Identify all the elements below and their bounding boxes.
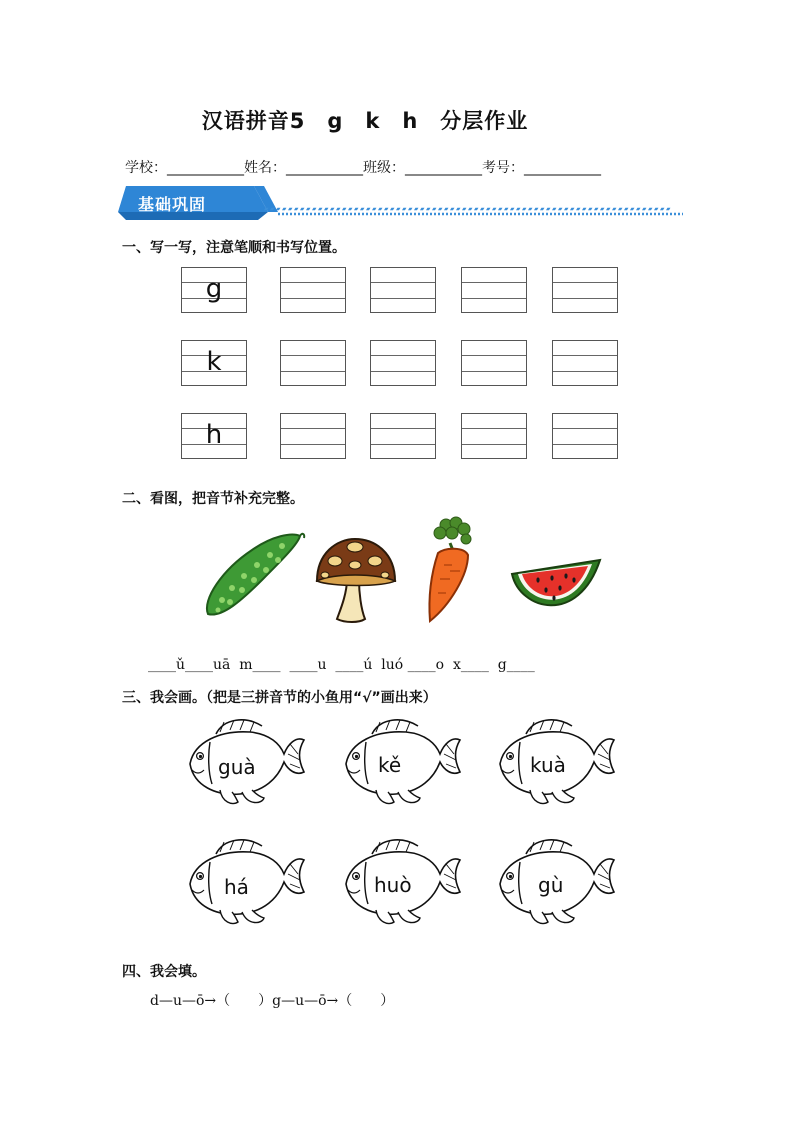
fill-in-line[interactable]: d—u—ō→（ ）g—u—ō→（ ） xyxy=(150,993,395,1009)
fish-label-kua: kuà xyxy=(530,753,566,777)
letter-g: g xyxy=(205,274,223,304)
grid-cell[interactable] xyxy=(552,267,618,313)
question-2-heading: 二、看图，把音节补充完整。 xyxy=(122,491,304,507)
grid-cell[interactable] xyxy=(370,267,436,313)
grid-cell[interactable] xyxy=(461,340,527,386)
pinyin-completion-row[interactable]: ____ǔ____uā m____ ____u ____ú luó ____o x____ g____ xyxy=(148,657,535,673)
grid-cell-example xyxy=(181,267,247,313)
fish-label-gu: gù xyxy=(538,873,564,897)
letter-k: k xyxy=(206,347,222,377)
bitter-gourd-image xyxy=(202,530,306,620)
question-1-heading: 一、写一写，注意笔顺和书写位置。 xyxy=(122,240,346,256)
fish-label-ke: kě xyxy=(378,753,402,777)
grid-cell[interactable] xyxy=(461,413,527,459)
grid-cell-example xyxy=(181,340,247,386)
question-4-heading: 四、我会填。 xyxy=(122,964,206,980)
grid-cell-example xyxy=(181,413,247,459)
grid-cell[interactable] xyxy=(370,413,436,459)
mushroom-image xyxy=(313,535,398,625)
fish-label-ha: há xyxy=(224,875,249,899)
banner-label: 基础巩固 xyxy=(138,195,207,214)
watermelon-image xyxy=(508,556,604,620)
page-title: 汉语拼音5 g k h 分层作业 xyxy=(201,109,529,133)
question-3-heading: 三、我会画。（把是三拼音节的小鱼用“√”画出来） xyxy=(122,690,437,706)
grid-cell[interactable] xyxy=(280,413,346,459)
student-info-line: 学校：___________姓名：___________班级：___________考号：___________ xyxy=(125,160,601,176)
grid-cell[interactable] xyxy=(280,340,346,386)
letter-h: h xyxy=(205,420,223,450)
fish-label-gua: guà xyxy=(218,755,256,779)
carrot-image xyxy=(420,515,478,625)
grid-cell[interactable] xyxy=(552,413,618,459)
grid-cell[interactable] xyxy=(461,267,527,313)
fish-label-huo: huò xyxy=(374,873,412,897)
grid-cell[interactable] xyxy=(280,267,346,313)
grid-cell[interactable] xyxy=(370,340,436,386)
grid-cell[interactable] xyxy=(552,340,618,386)
